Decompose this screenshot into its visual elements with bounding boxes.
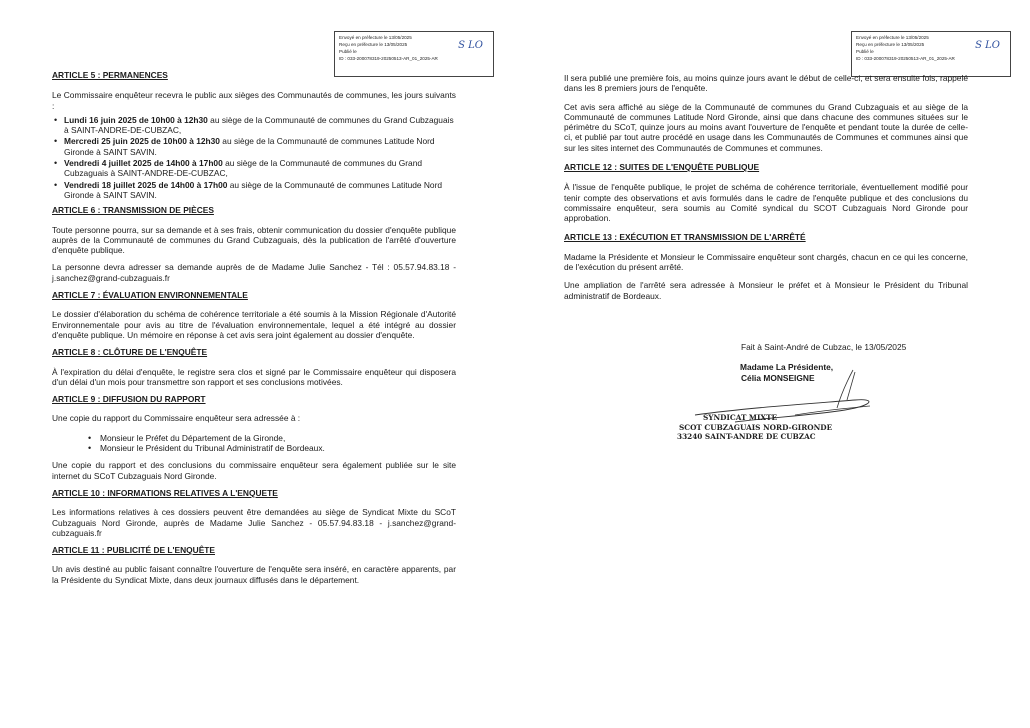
left-column (52, 70, 456, 585)
article-11-paragraph: Un avis destiné au public faisant connaître l'ouverture de l'enquête sera inséré, en caractère apparents, par la Présidente du Syndicat Mixte, dans deux journaux diffusés dans le département. (52, 564, 456, 585)
stamp-signature: S LO (458, 40, 483, 51)
stamp-line: Envoyé en préfecture le 13/05/2025 (856, 35, 929, 40)
article-13-heading: ARTICLE 13 : EXÉCUTION ET TRANSMISSION DE L'ARRÊTÉ (564, 231, 806, 242)
stamp-line: Envoyé en préfecture le 13/05/2025 (339, 35, 412, 40)
seal-line: SYNDICAT MIXTE (703, 413, 778, 422)
stamp-line: Reçu en préfecture le 13/05/2025 (339, 42, 408, 47)
article-8-heading: ARTICLE 8 : CLÔTURE DE L'ENQUÊTE (52, 347, 208, 358)
signatory-name: Célia MONSEIGNE (741, 373, 815, 383)
stamp-line: ID : 033-200078319-20250513-AR_01_2025-AR (856, 56, 955, 61)
list-item: • Lundi 16 juin 2025 de 10h00 à 12h30 au siège de la Communauté de communes du Grand Cubzaguais à SAINT-ANDRE-DE-CUBZAC, (52, 115, 456, 136)
list-item: • Monsieur le Président du Tribunal Administratif de Bordeaux. (52, 443, 456, 453)
permanences-list (52, 115, 456, 200)
signatory-title: Madame La Présidente, (740, 362, 834, 372)
list-item: • Vendredi 4 juillet 2025 de 14h00 à 17h00 au siège de la Communauté de communes du Grand Cubzaguais à SAINT-ANDRE-DE-CUBZAC, (52, 158, 456, 179)
stamp-line: Publié le (856, 49, 874, 54)
article-5-intro: Le Commissaire enquêteur recevra le public aux sièges des Communautés de communes, les jours suivants : (52, 90, 456, 111)
article-8-paragraph: À l'expiration du délai d'enquête, le registre sera clos et signé par le Commissaire enquêteur qui disposera d'un délai d'un mois pour transmettre son rapport et ses conclusions motivées. (52, 366, 456, 387)
place-date: Fait à Saint-André de Cubzac, le 13/05/2025 (741, 342, 907, 352)
article-11-heading: ARTICLE 11 : PUBLICITÉ DE L'ENQUÊTE (52, 545, 215, 556)
stamp-signature: S LO (975, 40, 1000, 51)
recipients-list (52, 433, 456, 454)
article-10-heading: ARTICLE 10 : INFORMATIONS RELATIVES A L'ENQUETE (52, 487, 278, 498)
article-12-paragraph: À l'issue de l'enquête publique, le projet de schéma de cohérence territoriale, éventuellement modifié pour tenir compte des observations et avis formulés dans le cadre de l'enquête publique et des conclusions du commissaire enquêteur, sera soumis au Comité syndical du SCOT Cubzaguais Nord Gironde pour approbation. (564, 182, 968, 224)
article-9-heading: ARTICLE 9 : DIFFUSION DU RAPPORT (52, 394, 206, 405)
stamp-line: Publié le (339, 49, 357, 54)
article-7-heading: ARTICLE 7 : ÉVALUATION ENVIRONNEMENTALE (52, 290, 248, 301)
list-item: • Monsieur le Préfet du Département de la Gironde, (52, 433, 456, 443)
list-item: • Mercredi 25 juin 2025 de 10h00 à 12h30 au siège de la Communauté de communes Latitude Nord Gironde à SAINT SAVIN. (52, 136, 456, 157)
seal-line: SCOT CUBZAGUAIS NORD-GIRONDE (679, 422, 833, 432)
article-12-heading: ARTICLE 12 : SUITES DE L'ENQUÊTE PUBLIQUE (564, 162, 760, 173)
article-13-paragraph: Madame la Présidente et Monsieur le Commissaire enquêteur sont chargés, chacun en ce qui les concerne, de l'exécution du présent arrêté. (564, 251, 968, 273)
right-column (564, 73, 968, 301)
right-page (515, 0, 1030, 728)
article-6-contact: La personne devra adresser sa demande auprès de de Madame Julie Sanchez - Tél : 05.57.94.83.18 - j.sanchez@grand-cubzaguais.fr (52, 262, 456, 283)
article-9-paragraph: Une copie du rapport et des conclusions du commissaire enquêteur sera également publiée sur le site internet du SCoT Cubzaguais Nord Gironde. (52, 460, 456, 481)
publication-paragraph: Il sera publié une première fois, au moins quinze jours avant le début de celle-ci, et sera ensuite fois, rappelé dans les 8 premiers jours de l'enquête. (564, 73, 968, 94)
article-13-ampliation: Une ampliation de l'arrêté sera adressée à Monsieur le préfet et à Monsieur le Président du Tribunal administratif de Bordeaux. (564, 280, 968, 301)
article-5-heading: ARTICLE 5 : PERMANENCES (52, 70, 168, 80)
article-10-paragraph: Les informations relatives à ces dossiers peuvent être demandées au siège de Syndicat Mixte du SCoT Cubzaguais Nord Gironde, auprès de Madame Julie Sanchez - 05.57.94.83.18 - j.sanchez@grand-cubzaguais.fr (52, 507, 456, 538)
article-6-paragraph: Toute personne pourra, sur sa demande et à ses frais, obtenir communication du dossier d'enquête publique auprès de la Communauté de communes du Grand Cubzaguais, dès la publication de l'arrêté d'ouverture d'enquête publique. (52, 224, 456, 256)
stamp-line: Reçu en préfecture le 13/05/2025 (856, 42, 925, 47)
article-7-paragraph: Le dossier d'élaboration du schéma de cohérence territoriale a été soumis à la Mission Régionale d'Autorité Environnementale pour avis au titre de l'évaluation environnementale, lequel a été intégré au dossier d'enquête publique. Un mémoire en réponse à cet avis sera joint également au dossier d'enquête. (52, 309, 456, 340)
article-9-intro: Une copie du rapport du Commissaire enquêteur sera adressée à : (52, 413, 301, 424)
prefecture-stamp (851, 31, 1011, 77)
list-item: • Vendredi 18 juillet 2025 de 14h00 à 17h00 au siège de la Communauté de communes Latitude Nord Gironde à SAINT SAVIN. (52, 180, 456, 201)
official-seal (677, 413, 877, 442)
stamp-line: ID : 033-200078319-20250513-AR_01_2025-AR (339, 56, 438, 61)
display-paragraph: Cet avis sera affiché au siège de la Communauté de communes du Grand Cubzaguais et au siège de la Communauté de communes Latitude Nord Gironde, ainsi que dans chacune des communes situées sur le périmètre du SCoT, quinze jours au moins avant l'ouverture de l'enquête et pendant toute la durée de celle-ci, et publié par tout autre procédé en usage dans les Communautés de Communes et communes ainsi que sur les sites internet des Communautés de Communes et communes. (564, 101, 968, 153)
article-6-heading: ARTICLE 6 : TRANSMISSION DE PIÈCES (52, 205, 214, 216)
seal-line: 33240 SAINT-ANDRE DE CUBZAC (677, 432, 816, 441)
